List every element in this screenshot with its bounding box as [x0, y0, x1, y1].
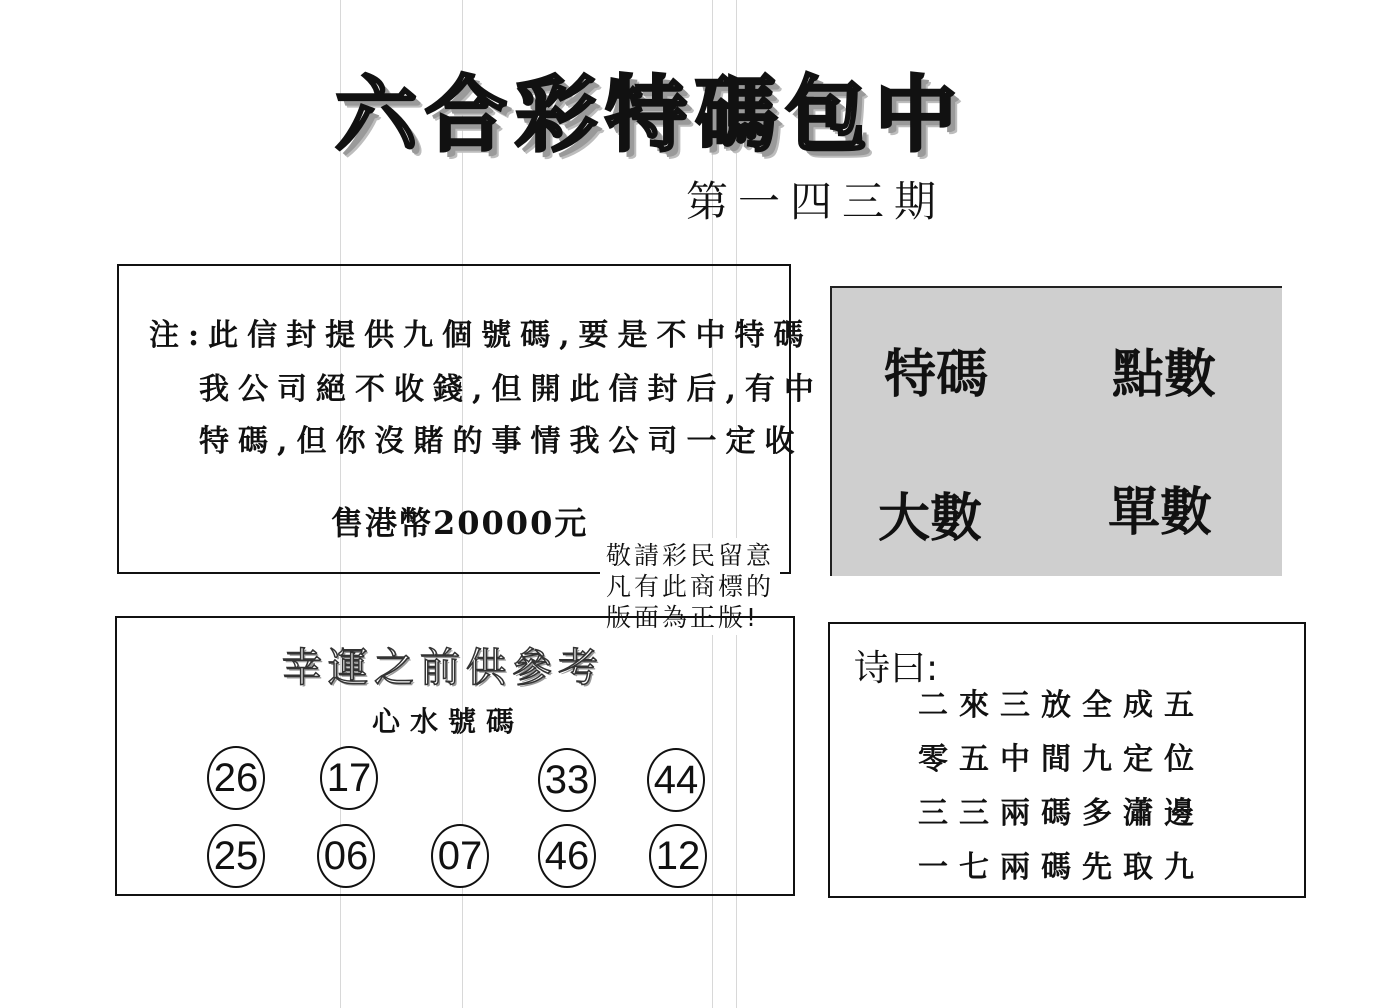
lucky-title: 幸運之前供參考	[282, 645, 604, 691]
notice-line: 敬請彩民留意	[606, 541, 775, 570]
feature-points: 點數	[1112, 345, 1217, 405]
number-ball: 44	[647, 748, 705, 812]
feature-special-number: 特碼	[884, 345, 989, 405]
lucky-numbers-box	[115, 616, 795, 896]
lucky-subtitle: 心水號碼	[372, 705, 525, 738]
number-ball: 06	[317, 824, 375, 888]
poem-line: 二來三放全成五	[918, 688, 1205, 723]
feature-odd-number: 單數	[1108, 483, 1213, 543]
feature-big-number: 大數	[878, 489, 983, 549]
poem-line: 三三兩碼多瀟邊	[918, 796, 1205, 831]
number-ball: 26	[207, 746, 265, 810]
poem-line: 一七兩碼先取九	[918, 850, 1205, 885]
number-ball: 33	[538, 748, 596, 812]
page-title: 六合彩特碼包中	[335, 67, 966, 163]
note-line: 注:此信封提供九個號碼,要是不中特碼	[149, 318, 813, 353]
number-ball: 12	[649, 824, 707, 888]
poem-line: 零五中間九定位	[918, 742, 1205, 777]
number-ball: 17	[320, 746, 378, 810]
number-ball: 07	[431, 824, 489, 888]
note-line: 我公司絕不收錢,但開此信封后,有中	[199, 372, 823, 407]
poem-label: 诗曰:	[854, 648, 939, 689]
note-line: 特碼,但你沒賭的事情我公司一定收	[199, 424, 804, 459]
number-ball: 25	[207, 824, 265, 888]
notice-line: 凡有此商標的	[606, 572, 775, 601]
price-text: 售港幣20000元	[331, 504, 589, 542]
note-box	[117, 264, 823, 574]
issue-number: 第一四三期	[686, 177, 947, 226]
feature-box	[830, 286, 1282, 576]
notice-line: 版面為正版!	[606, 603, 760, 632]
number-ball: 46	[538, 824, 596, 888]
poem-box	[828, 622, 1306, 898]
